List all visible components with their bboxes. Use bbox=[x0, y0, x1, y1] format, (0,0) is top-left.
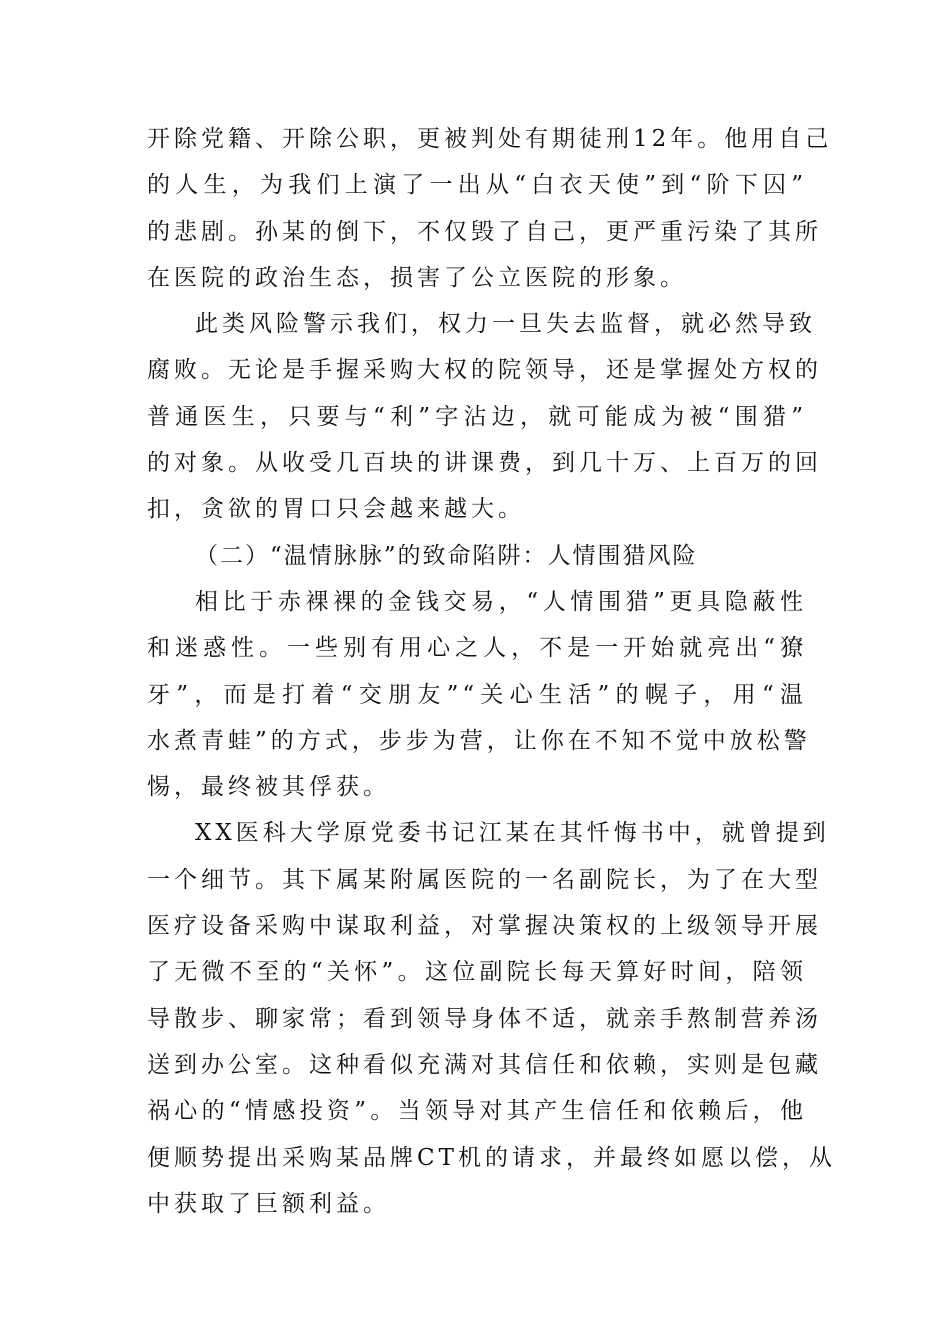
text-line: 此类风险警示我们，权力一旦失去监督，就必然导致 bbox=[195, 311, 816, 338]
text-line: 牙”，而是打着“交朋友”“关心生活”的幌子，用“温 bbox=[147, 681, 807, 708]
text-line: 开除党籍、开除公职，更被判处有期徒刑12年。他用自己 bbox=[147, 126, 833, 152]
text-line: 的对象。从收受几百块的讲课费，到几十万、上百万的回 bbox=[147, 450, 822, 477]
paragraph-2 bbox=[147, 301, 822, 532]
text-line: 和迷惑性。一些别有用心之人，不是一开始就亮出“獠 bbox=[147, 635, 807, 662]
section-heading bbox=[147, 533, 807, 579]
text-line: 导散步、聊家常；看到领导身体不适，就亲手熬制营养汤 bbox=[147, 1005, 822, 1032]
text-line: XX医科大学原党委书记江某在其忏悔书中，就曾提到 bbox=[195, 820, 830, 847]
text-line: 水煮青蛙”的方式，步步为营，让你在不知不觉中放松警 bbox=[147, 727, 811, 754]
text-line: 了无微不至的“关怀”。这位副院长每天算好时间，陪领 bbox=[147, 959, 807, 986]
document-body bbox=[147, 116, 836, 1227]
text-line: 在医院的政治生态，损害了公立医院的形象。 bbox=[147, 264, 687, 291]
text-line: 普通医生，只要与“利”字沾边，就可能成为被“围猎” bbox=[147, 403, 807, 430]
text-line: 一个细节。其下属某附属医院的一名副院长，为了在大型 bbox=[147, 866, 822, 893]
paragraph-1 bbox=[147, 116, 833, 301]
text-line: 腐败。无论是手握采购大权的院领导，还是掌握处方权的 bbox=[147, 357, 822, 384]
text-line: 祸心的“情感投资”。当领导对其产生信任和依赖后，他 bbox=[147, 1098, 807, 1125]
text-line: 医疗设备采购中谋取利益，对掌握决策权的上级领导开展 bbox=[147, 913, 822, 940]
text-line: 便顺势提出采购某品牌CT机的请求，并最终如愿以偿，从 bbox=[147, 1144, 836, 1171]
section-heading-text: （二）“温情脉脉”的致命陷阱：人情围猎风险 bbox=[195, 542, 698, 569]
text-line: 的悲剧。孙某的倒下，不仅毁了自己，更严重污染了其所 bbox=[147, 218, 822, 245]
paragraph-4 bbox=[147, 810, 836, 1227]
text-line: 中获取了巨额利益。 bbox=[147, 1190, 390, 1217]
text-line: 扣，贪欲的胃口只会越来越大。 bbox=[147, 496, 525, 523]
paragraph-3 bbox=[147, 579, 811, 810]
text-line: 送到办公室。这种看似充满对其信任和依赖，实则是包藏 bbox=[147, 1051, 822, 1078]
text-line: 的人生，为我们上演了一出从“白衣天使”到“阶下囚” bbox=[147, 172, 807, 199]
text-line: 相比于赤裸裸的金钱交易，“人情围猎”更具隐蔽性 bbox=[195, 588, 807, 615]
text-line: 惕，最终被其俘获。 bbox=[147, 774, 390, 801]
